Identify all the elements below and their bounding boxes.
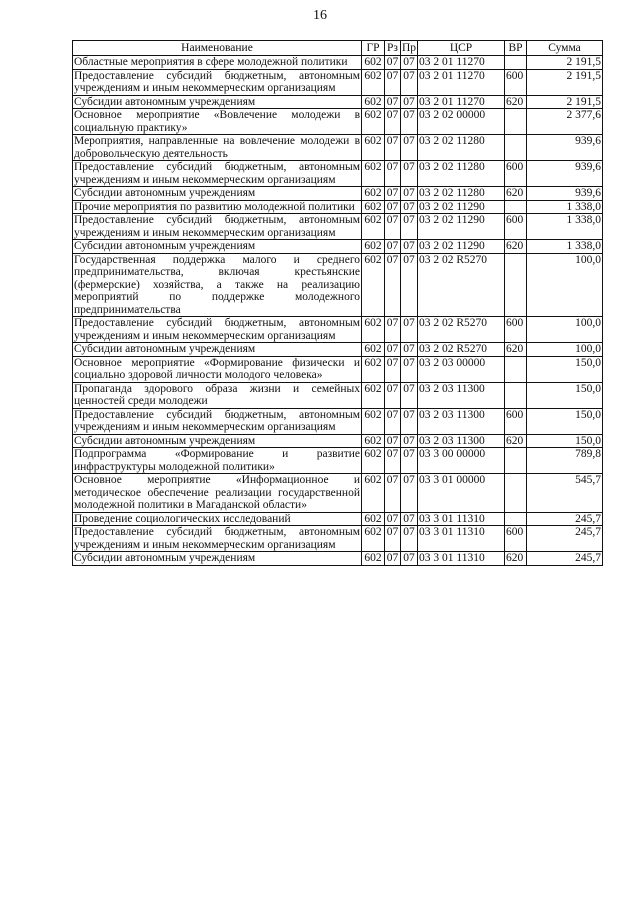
cell-pr: 07 (401, 200, 418, 214)
cell-pr: 07 (401, 552, 418, 566)
header-vr: ВР (505, 41, 527, 56)
cell-name: Основное мероприятие «Формирование физически и социально здоровой личности молодого человека» (74, 356, 360, 381)
cell-pr: 07 (401, 434, 418, 448)
cell-vr (505, 474, 527, 513)
table-row (73, 474, 603, 513)
cell-name: Областные мероприятия в сфере молодежной политики (73, 56, 362, 70)
cell-csr: 03 2 01 11270 (418, 56, 505, 70)
cell-rz: 07 (385, 356, 401, 382)
cell-gr: 602 (362, 448, 385, 474)
cell-name: Субсидии автономным учреждениям (73, 434, 362, 448)
cell-gr: 602 (362, 109, 385, 135)
cell-sum: 1 338,0 (527, 200, 603, 214)
table-row (73, 187, 603, 201)
cell-rz: 07 (385, 109, 401, 135)
cell-vr: 620 (505, 552, 527, 566)
table-row (73, 552, 603, 566)
table-row (73, 448, 603, 474)
cell-rz: 07 (385, 512, 401, 526)
cell-pr: 07 (401, 240, 418, 254)
cell-csr: 03 2 01 11270 (418, 69, 505, 95)
cell-csr: 03 2 02 11290 (418, 214, 505, 240)
table-row (73, 200, 603, 214)
cell-rz: 07 (385, 448, 401, 474)
cell-pr: 07 (401, 253, 418, 317)
cell-rz: 07 (385, 382, 401, 408)
cell-vr (505, 109, 527, 135)
header-row (73, 41, 603, 56)
cell-vr (505, 382, 527, 408)
table-row (73, 382, 603, 408)
cell-name: Предоставление субсидий бюджетным, автономным учреждениям и иным некоммерческим организациям (74, 214, 360, 239)
table-row (73, 512, 603, 526)
cell-rz: 07 (385, 253, 401, 317)
cell-csr: 03 2 02 11290 (418, 200, 505, 214)
cell-sum: 100,0 (527, 343, 603, 357)
cell-gr: 602 (362, 253, 385, 317)
cell-gr: 602 (362, 200, 385, 214)
table-row (73, 109, 603, 135)
cell-name: Субсидии автономным учреждениям (73, 95, 362, 109)
table-row (73, 214, 603, 240)
table-body (73, 56, 603, 566)
cell-gr: 602 (362, 382, 385, 408)
cell-name: Предоставление субсидий бюджетным, автономным учреждениям и иным некоммерческим организациям (74, 526, 360, 551)
cell-pr: 07 (401, 512, 418, 526)
header-pr: Пр (402, 41, 417, 54)
cell-csr: 03 3 01 11310 (418, 512, 505, 526)
cell-name: Основное мероприятие «Вовлечение молодежи в социальную практику» (74, 109, 360, 134)
cell-gr: 602 (362, 434, 385, 448)
cell-rz: 07 (385, 343, 401, 357)
cell-vr (505, 448, 527, 474)
cell-pr: 07 (401, 408, 418, 434)
cell-sum: 545,7 (527, 474, 603, 513)
cell-vr: 620 (505, 434, 527, 448)
cell-csr: 03 2 03 11300 (418, 434, 505, 448)
cell-pr: 07 (401, 343, 418, 357)
cell-vr (505, 56, 527, 70)
cell-gr: 602 (362, 512, 385, 526)
cell-pr: 07 (401, 95, 418, 109)
cell-gr: 602 (362, 187, 385, 201)
cell-pr: 07 (401, 474, 418, 513)
cell-pr: 07 (401, 382, 418, 408)
cell-gr: 602 (362, 214, 385, 240)
cell-vr: 600 (505, 69, 527, 95)
cell-gr: 602 (362, 95, 385, 109)
cell-rz: 07 (385, 434, 401, 448)
cell-sum: 789,8 (527, 448, 603, 474)
header-sum: Сумма (527, 41, 603, 56)
cell-sum: 150,0 (527, 434, 603, 448)
table-row (73, 434, 603, 448)
cell-vr (505, 135, 527, 161)
cell-csr: 03 2 02 R5270 (418, 253, 505, 317)
header-gr: ГР (362, 41, 385, 56)
cell-sum: 245,7 (527, 526, 603, 552)
cell-name: Предоставление субсидий бюджетным, автономным учреждениям и иным некоммерческим организациям (74, 69, 360, 94)
table-row (73, 56, 603, 70)
cell-vr (505, 253, 527, 317)
cell-gr: 602 (362, 408, 385, 434)
cell-pr: 07 (401, 526, 418, 552)
cell-vr: 620 (505, 240, 527, 254)
cell-vr: 620 (505, 187, 527, 201)
cell-rz: 07 (385, 187, 401, 201)
cell-sum: 245,7 (527, 512, 603, 526)
cell-name: Прочие мероприятия по развитию молодежной политики (73, 200, 362, 214)
header-rz: Рз (385, 41, 401, 56)
cell-rz: 07 (385, 552, 401, 566)
table-row (73, 240, 603, 254)
cell-name: Предоставление субсидий бюджетным, автономным учреждениям и иным некоммерческим организациям (74, 408, 360, 433)
cell-name: Субсидии автономным учреждениям (73, 552, 362, 566)
cell-vr: 620 (505, 95, 527, 109)
cell-sum: 245,7 (527, 552, 603, 566)
cell-csr: 03 2 03 00000 (418, 356, 505, 382)
cell-csr: 03 2 01 11270 (418, 95, 505, 109)
cell-vr (505, 356, 527, 382)
cell-rz: 07 (385, 214, 401, 240)
cell-sum: 1 338,0 (527, 240, 603, 254)
cell-pr: 07 (401, 317, 418, 343)
cell-name: Пропаганда здорового образа жизни и семейных ценностей среди молодежи (74, 382, 360, 407)
cell-pr: 07 (401, 109, 418, 135)
table-row (73, 526, 603, 552)
cell-gr: 602 (362, 552, 385, 566)
cell-name: Подпрограмма «Формирование и развитие инфраструктуры молодежной политики» (74, 448, 360, 473)
cell-vr: 600 (505, 408, 527, 434)
cell-csr: 03 2 02 R5270 (418, 317, 505, 343)
cell-gr: 602 (362, 69, 385, 95)
cell-sum: 939,6 (527, 161, 603, 187)
table-row (73, 253, 603, 317)
cell-gr: 602 (362, 135, 385, 161)
cell-name: Проведение социологических исследований (73, 512, 362, 526)
header-csr: ЦСР (418, 41, 505, 56)
cell-sum: 939,6 (527, 135, 603, 161)
cell-name: Субсидии автономным учреждениям (73, 240, 362, 254)
cell-rz: 07 (385, 135, 401, 161)
cell-csr: 03 2 03 11300 (418, 408, 505, 434)
cell-sum: 150,0 (527, 356, 603, 382)
cell-pr: 07 (401, 135, 418, 161)
cell-gr: 602 (362, 240, 385, 254)
cell-name: Субсидии автономным учреждениям (73, 343, 362, 357)
cell-gr: 602 (362, 356, 385, 382)
table-row (73, 161, 603, 187)
cell-gr: 602 (362, 56, 385, 70)
cell-csr: 03 3 00 00000 (418, 448, 505, 474)
table-row (73, 356, 603, 382)
cell-name: Государственная поддержка малого и среднего предпринимательства, включая крестьянские (фермерские) хозяйства, а также на реализацию мероприятий по поддержке молодежного предпринимательства (74, 253, 360, 316)
cell-sum: 100,0 (527, 253, 603, 317)
cell-csr: 03 2 03 11300 (418, 382, 505, 408)
table-row (73, 95, 603, 109)
table-row (73, 343, 603, 357)
cell-rz: 07 (385, 95, 401, 109)
cell-sum: 939,6 (527, 187, 603, 201)
cell-name: Предоставление субсидий бюджетным, автономным учреждениям и иным некоммерческим организациям (74, 161, 360, 186)
cell-pr: 07 (401, 161, 418, 187)
cell-csr: 03 3 01 00000 (418, 474, 505, 513)
cell-csr: 03 3 01 11310 (418, 526, 505, 552)
cell-csr: 03 2 02 11280 (418, 187, 505, 201)
cell-rz: 07 (385, 317, 401, 343)
cell-pr: 07 (401, 448, 418, 474)
cell-sum: 2 377,6 (527, 109, 603, 135)
cell-pr: 07 (401, 214, 418, 240)
cell-pr: 07 (401, 69, 418, 95)
cell-csr: 03 2 02 11290 (418, 240, 505, 254)
cell-pr: 07 (401, 56, 418, 70)
cell-gr: 602 (362, 317, 385, 343)
cell-gr: 602 (362, 526, 385, 552)
cell-pr: 07 (401, 356, 418, 382)
cell-name: Предоставление субсидий бюджетным, автономным учреждениям и иным некоммерческим организациям (74, 317, 360, 342)
cell-sum: 1 338,0 (527, 214, 603, 240)
cell-csr: 03 2 02 11280 (418, 161, 505, 187)
cell-gr: 602 (362, 161, 385, 187)
cell-name: Мероприятия, направленные на вовлечение молодежи в добровольческую деятельность (74, 135, 360, 160)
header-name: Наименование (73, 41, 362, 56)
cell-sum: 2 191,5 (527, 56, 603, 70)
cell-vr (505, 512, 527, 526)
cell-sum: 150,0 (527, 408, 603, 434)
cell-rz: 07 (385, 526, 401, 552)
cell-sum: 2 191,5 (527, 95, 603, 109)
cell-rz: 07 (385, 408, 401, 434)
cell-csr: 03 2 02 00000 (418, 109, 505, 135)
cell-name: Субсидии автономным учреждениям (73, 187, 362, 201)
cell-rz: 07 (385, 200, 401, 214)
cell-sum: 150,0 (527, 382, 603, 408)
cell-rz: 07 (385, 161, 401, 187)
cell-gr: 602 (362, 474, 385, 513)
cell-pr: 07 (401, 187, 418, 201)
cell-vr: 620 (505, 343, 527, 357)
cell-sum: 2 191,5 (527, 69, 603, 95)
cell-rz: 07 (385, 69, 401, 95)
page-number: 16 (313, 8, 327, 23)
cell-gr: 602 (362, 343, 385, 357)
table-row (73, 69, 603, 95)
cell-sum: 100,0 (527, 317, 603, 343)
cell-csr: 03 2 02 11280 (418, 135, 505, 161)
cell-csr: 03 2 02 R5270 (418, 343, 505, 357)
cell-rz: 07 (385, 56, 401, 70)
cell-vr: 600 (505, 526, 527, 552)
cell-rz: 07 (385, 474, 401, 513)
budget-table (72, 40, 603, 566)
cell-name: Основное мероприятие «Информационное и методическое обеспечение реализации государственной молодежной политики в Магаданской области» (74, 474, 360, 511)
cell-vr: 600 (505, 317, 527, 343)
table-row (73, 135, 603, 161)
cell-vr: 600 (505, 161, 527, 187)
cell-csr: 03 3 01 11310 (418, 552, 505, 566)
cell-rz: 07 (385, 240, 401, 254)
cell-vr: 600 (505, 214, 527, 240)
table-row (73, 317, 603, 343)
table-row (73, 408, 603, 434)
cell-vr (505, 200, 527, 214)
